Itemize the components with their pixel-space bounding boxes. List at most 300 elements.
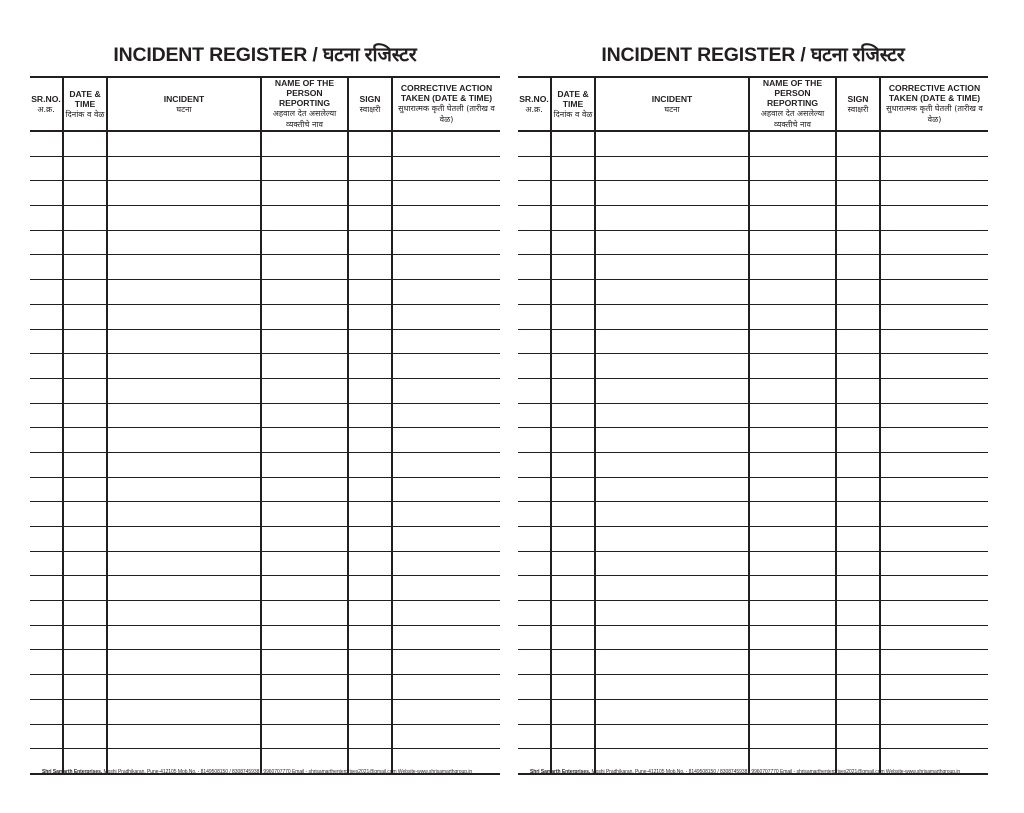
cell-incident (595, 527, 749, 552)
cell-sign (836, 378, 880, 403)
footer-contact (42, 769, 502, 775)
cell-sr-no (518, 131, 551, 156)
cell-date-time (63, 699, 107, 724)
cell-sr-no (518, 502, 551, 527)
cell-person-reporting (749, 502, 836, 527)
register-table (518, 76, 988, 775)
cell-sign (348, 428, 392, 453)
cell-incident (107, 699, 261, 724)
cell-incident (595, 230, 749, 255)
col-header-sr-no: SR.NO. अ.क्र. (518, 77, 551, 131)
table-row (518, 428, 988, 453)
cell-date-time (63, 403, 107, 428)
cell-person-reporting (261, 527, 348, 552)
cell-corrective-action (880, 601, 988, 626)
cell-corrective-action (880, 452, 988, 477)
cell-person-reporting (749, 378, 836, 403)
cell-person-reporting (261, 502, 348, 527)
table-row (30, 650, 500, 675)
register-page-left (30, 0, 500, 813)
cell-sign (836, 625, 880, 650)
cell-sr-no (518, 230, 551, 255)
cell-sr-no (518, 354, 551, 379)
cell-sr-no (518, 206, 551, 231)
cell-corrective-action (392, 230, 500, 255)
cell-incident (595, 255, 749, 280)
cell-person-reporting (261, 131, 348, 156)
cell-corrective-action (880, 699, 988, 724)
cell-sign (836, 428, 880, 453)
cell-date-time (63, 131, 107, 156)
table-row (30, 699, 500, 724)
table-row (30, 502, 500, 527)
table-row (518, 181, 988, 206)
cell-sign (348, 280, 392, 305)
cell-date-time (63, 601, 107, 626)
register-body (30, 131, 500, 774)
table-row (30, 527, 500, 552)
cell-incident (107, 576, 261, 601)
col-header-person-reporting: NAME OF THE PERSON REPORTING अहवाल देत असलेल्या व्यक्तीचे नाव (749, 77, 836, 131)
cell-sign (348, 354, 392, 379)
cell-incident (595, 131, 749, 156)
cell-incident (595, 724, 749, 749)
cell-sign (836, 354, 880, 379)
cell-incident (595, 699, 749, 724)
col-header-incident: INCIDENT घटना (107, 77, 261, 131)
cell-incident (107, 452, 261, 477)
col-header-incident: INCIDENT घटना (595, 77, 749, 131)
cell-sr-no (30, 625, 63, 650)
cell-person-reporting (261, 699, 348, 724)
cell-sign (348, 576, 392, 601)
table-row (518, 131, 988, 156)
cell-sr-no (30, 675, 63, 700)
cell-incident (595, 428, 749, 453)
cell-date-time (551, 156, 595, 181)
cell-corrective-action (880, 551, 988, 576)
cell-sign (348, 650, 392, 675)
cell-sr-no (30, 724, 63, 749)
page-title: INCIDENT REGISTER / घटना रजिस्टर (601, 44, 905, 66)
cell-date-time (551, 206, 595, 231)
table-row (30, 156, 500, 181)
cell-incident (107, 156, 261, 181)
cell-date-time (551, 403, 595, 428)
cell-corrective-action (392, 206, 500, 231)
cell-date-time (63, 576, 107, 601)
table-row (518, 329, 988, 354)
cell-incident (107, 230, 261, 255)
cell-sign (348, 551, 392, 576)
cell-person-reporting (749, 601, 836, 626)
cell-date-time (63, 527, 107, 552)
cell-person-reporting (749, 477, 836, 502)
cell-corrective-action (392, 650, 500, 675)
cell-date-time (551, 724, 595, 749)
cell-sr-no (30, 131, 63, 156)
col-header-corrective-action: CORRECTIVE ACTION TAKEN (DATE & TIME) सुधारात्मक कृती घेतली (तारीख व वेळ) (880, 77, 988, 131)
cell-sign (348, 156, 392, 181)
cell-date-time (551, 699, 595, 724)
cell-sr-no (30, 378, 63, 403)
cell-sr-no (30, 230, 63, 255)
cell-date-time (63, 724, 107, 749)
cell-date-time (63, 181, 107, 206)
cell-sign (836, 280, 880, 305)
cell-sign (836, 502, 880, 527)
table-row (518, 403, 988, 428)
cell-date-time (63, 354, 107, 379)
cell-sign (836, 527, 880, 552)
cell-corrective-action (880, 502, 988, 527)
cell-sign (836, 452, 880, 477)
cell-sr-no (30, 156, 63, 181)
cell-person-reporting (261, 156, 348, 181)
cell-incident (595, 650, 749, 675)
cell-date-time (63, 650, 107, 675)
cell-incident (107, 650, 261, 675)
cell-person-reporting (261, 354, 348, 379)
cell-person-reporting (749, 403, 836, 428)
cell-sr-no (518, 625, 551, 650)
cell-incident (107, 329, 261, 354)
cell-incident (107, 304, 261, 329)
cell-person-reporting (749, 452, 836, 477)
cell-corrective-action (392, 601, 500, 626)
cell-incident (595, 403, 749, 428)
cell-person-reporting (261, 551, 348, 576)
cell-person-reporting (261, 206, 348, 231)
cell-sign (348, 329, 392, 354)
table-row (518, 576, 988, 601)
cell-incident (595, 156, 749, 181)
cell-corrective-action (880, 131, 988, 156)
cell-person-reporting (749, 650, 836, 675)
table-row (30, 280, 500, 305)
cell-corrective-action (392, 403, 500, 428)
cell-incident (107, 601, 261, 626)
cell-sign (348, 131, 392, 156)
register-table (30, 76, 500, 775)
table-row (518, 724, 988, 749)
cell-corrective-action (880, 255, 988, 280)
cell-corrective-action (880, 329, 988, 354)
cell-sr-no (518, 699, 551, 724)
cell-sr-no (518, 304, 551, 329)
cell-date-time (63, 428, 107, 453)
cell-person-reporting (261, 625, 348, 650)
cell-corrective-action (880, 527, 988, 552)
cell-sr-no (30, 601, 63, 626)
cell-person-reporting (261, 255, 348, 280)
cell-date-time (63, 304, 107, 329)
cell-corrective-action (880, 403, 988, 428)
cell-date-time (551, 551, 595, 576)
cell-person-reporting (261, 329, 348, 354)
table-row (518, 452, 988, 477)
cell-sr-no (30, 527, 63, 552)
cell-corrective-action (880, 354, 988, 379)
cell-corrective-action (880, 428, 988, 453)
cell-sign (348, 724, 392, 749)
cell-incident (595, 329, 749, 354)
table-row (518, 354, 988, 379)
table-row (518, 675, 988, 700)
cell-corrective-action (880, 230, 988, 255)
cell-sr-no (30, 428, 63, 453)
table-row (518, 156, 988, 181)
cell-incident (595, 601, 749, 626)
cell-corrective-action (880, 576, 988, 601)
cell-person-reporting (261, 403, 348, 428)
table-row (518, 551, 988, 576)
table-row (30, 428, 500, 453)
cell-person-reporting (261, 675, 348, 700)
cell-sr-no (30, 354, 63, 379)
cell-incident (595, 280, 749, 305)
table-row (30, 576, 500, 601)
cell-incident (107, 675, 261, 700)
cell-date-time (551, 354, 595, 379)
table-row (518, 378, 988, 403)
cell-sign (836, 131, 880, 156)
table-row (30, 131, 500, 156)
cell-sr-no (30, 280, 63, 305)
cell-sr-no (518, 527, 551, 552)
cell-date-time (551, 304, 595, 329)
cell-sign (348, 699, 392, 724)
table-row (518, 255, 988, 280)
cell-date-time (551, 576, 595, 601)
cell-person-reporting (261, 724, 348, 749)
cell-date-time (63, 206, 107, 231)
col-header-date-time: DATE & TIME दिनांक व वेळ (551, 77, 595, 131)
cell-person-reporting (261, 280, 348, 305)
cell-date-time (63, 551, 107, 576)
cell-date-time (551, 378, 595, 403)
cell-person-reporting (749, 131, 836, 156)
cell-person-reporting (261, 378, 348, 403)
cell-sr-no (518, 181, 551, 206)
table-row (30, 181, 500, 206)
cell-person-reporting (261, 477, 348, 502)
cell-person-reporting (261, 304, 348, 329)
cell-sign (836, 255, 880, 280)
cell-corrective-action (392, 378, 500, 403)
cell-person-reporting (749, 255, 836, 280)
table-row (518, 206, 988, 231)
cell-person-reporting (749, 724, 836, 749)
cell-incident (595, 675, 749, 700)
cell-person-reporting (749, 206, 836, 231)
col-header-sign: SIGN स्वाक्षरी (348, 77, 392, 131)
cell-sign (836, 329, 880, 354)
cell-incident (595, 576, 749, 601)
cell-sr-no (30, 699, 63, 724)
cell-incident (595, 452, 749, 477)
cell-sr-no (30, 206, 63, 231)
footer-details: Moshi Pradhikaran, Pune-412105 Mob.No. - 8149508150 / 8308745938 / 9960707770 Email - shrisamarthenterprises2021@gmail.com Website-www.shrisamarthgroup.in (590, 769, 961, 775)
cell-person-reporting (261, 601, 348, 626)
cell-incident (107, 502, 261, 527)
cell-incident (107, 551, 261, 576)
cell-person-reporting (749, 304, 836, 329)
cell-corrective-action (392, 477, 500, 502)
table-row (518, 502, 988, 527)
cell-sign (348, 378, 392, 403)
cell-corrective-action (880, 477, 988, 502)
cell-incident (595, 625, 749, 650)
cell-incident (107, 625, 261, 650)
cell-sign (836, 601, 880, 626)
cell-corrective-action (392, 329, 500, 354)
cell-corrective-action (392, 428, 500, 453)
cell-sign (836, 206, 880, 231)
cell-sign (348, 601, 392, 626)
cell-incident (107, 354, 261, 379)
cell-person-reporting (749, 230, 836, 255)
table-row (30, 304, 500, 329)
cell-sr-no (518, 255, 551, 280)
cell-person-reporting (749, 280, 836, 305)
cell-sign (836, 724, 880, 749)
cell-date-time (63, 378, 107, 403)
cell-person-reporting (261, 576, 348, 601)
cell-corrective-action (880, 724, 988, 749)
cell-sign (348, 304, 392, 329)
cell-incident (595, 354, 749, 379)
cell-incident (107, 428, 261, 453)
cell-person-reporting (749, 329, 836, 354)
cell-date-time (551, 601, 595, 626)
cell-corrective-action (392, 131, 500, 156)
cell-sr-no (30, 181, 63, 206)
cell-sr-no (30, 477, 63, 502)
cell-incident (107, 477, 261, 502)
cell-corrective-action (392, 699, 500, 724)
cell-date-time (551, 255, 595, 280)
cell-sign (836, 403, 880, 428)
cell-sr-no (518, 378, 551, 403)
cell-person-reporting (749, 551, 836, 576)
table-row (518, 477, 988, 502)
register-body (518, 131, 988, 774)
cell-sr-no (518, 403, 551, 428)
cell-date-time (63, 477, 107, 502)
table-row (518, 230, 988, 255)
cell-date-time (63, 502, 107, 527)
cell-sign (348, 527, 392, 552)
cell-corrective-action (392, 304, 500, 329)
cell-date-time (551, 181, 595, 206)
cell-person-reporting (749, 181, 836, 206)
cell-sign (348, 403, 392, 428)
cell-sign (836, 230, 880, 255)
cell-sign (348, 206, 392, 231)
cell-corrective-action (392, 156, 500, 181)
cell-date-time (551, 230, 595, 255)
cell-sign (348, 255, 392, 280)
cell-sign (836, 576, 880, 601)
cell-incident (107, 206, 261, 231)
cell-corrective-action (392, 354, 500, 379)
cell-sign (348, 675, 392, 700)
table-row (30, 329, 500, 354)
cell-date-time (551, 428, 595, 453)
cell-date-time (551, 675, 595, 700)
col-header-date-time: DATE & TIME दिनांक व वेळ (63, 77, 107, 131)
table-row (30, 206, 500, 231)
cell-corrective-action (392, 551, 500, 576)
register-page-right (518, 0, 988, 813)
table-row (30, 403, 500, 428)
cell-sr-no (518, 280, 551, 305)
cell-sr-no (518, 724, 551, 749)
cell-date-time (551, 502, 595, 527)
cell-sr-no (30, 576, 63, 601)
cell-sign (836, 650, 880, 675)
cell-sign (348, 230, 392, 255)
cell-sr-no (30, 502, 63, 527)
cell-corrective-action (392, 675, 500, 700)
col-header-corrective-action: CORRECTIVE ACTION TAKEN (DATE & TIME) सुधारात्मक कृती घेतली (तारीख व वेळ) (392, 77, 500, 131)
footer-details: Moshi Pradhikaran, Pune-412105 Mob.No. - 8149508150 / 8308745938 / 9960707770 Email - shrisamarthenterprises2021@gmail.com Website-www.shrisamarthgroup.in (102, 769, 473, 775)
cell-sign (836, 675, 880, 700)
cell-corrective-action (880, 156, 988, 181)
cell-sr-no (30, 403, 63, 428)
cell-person-reporting (749, 675, 836, 700)
cell-sr-no (30, 452, 63, 477)
cell-date-time (551, 280, 595, 305)
cell-date-time (551, 625, 595, 650)
cell-person-reporting (261, 452, 348, 477)
cell-sr-no (30, 329, 63, 354)
cell-corrective-action (392, 625, 500, 650)
cell-incident (595, 181, 749, 206)
cell-sr-no (30, 255, 63, 280)
cell-sign (348, 502, 392, 527)
cell-sr-no (518, 650, 551, 675)
table-row (30, 255, 500, 280)
cell-corrective-action (392, 452, 500, 477)
cell-date-time (63, 675, 107, 700)
table-row (518, 699, 988, 724)
cell-person-reporting (749, 625, 836, 650)
cell-incident (107, 724, 261, 749)
table-row (30, 551, 500, 576)
cell-person-reporting (261, 428, 348, 453)
cell-incident (107, 378, 261, 403)
cell-person-reporting (749, 156, 836, 181)
table-row (30, 452, 500, 477)
cell-person-reporting (749, 699, 836, 724)
cell-incident (107, 255, 261, 280)
header-row (30, 77, 500, 131)
cell-sign (836, 304, 880, 329)
table-row (30, 230, 500, 255)
cell-date-time (63, 329, 107, 354)
table-row (518, 280, 988, 305)
table-row (518, 650, 988, 675)
cell-corrective-action (392, 527, 500, 552)
col-header-person-reporting: NAME OF THE PERSON REPORTING अहवाल देत असलेल्या व्यक्तीचे नाव (261, 77, 348, 131)
page-title: INCIDENT REGISTER / घटना रजिस्टर (113, 44, 417, 66)
cell-person-reporting (749, 428, 836, 453)
table-row (518, 625, 988, 650)
cell-sr-no (518, 477, 551, 502)
cell-sign (348, 452, 392, 477)
